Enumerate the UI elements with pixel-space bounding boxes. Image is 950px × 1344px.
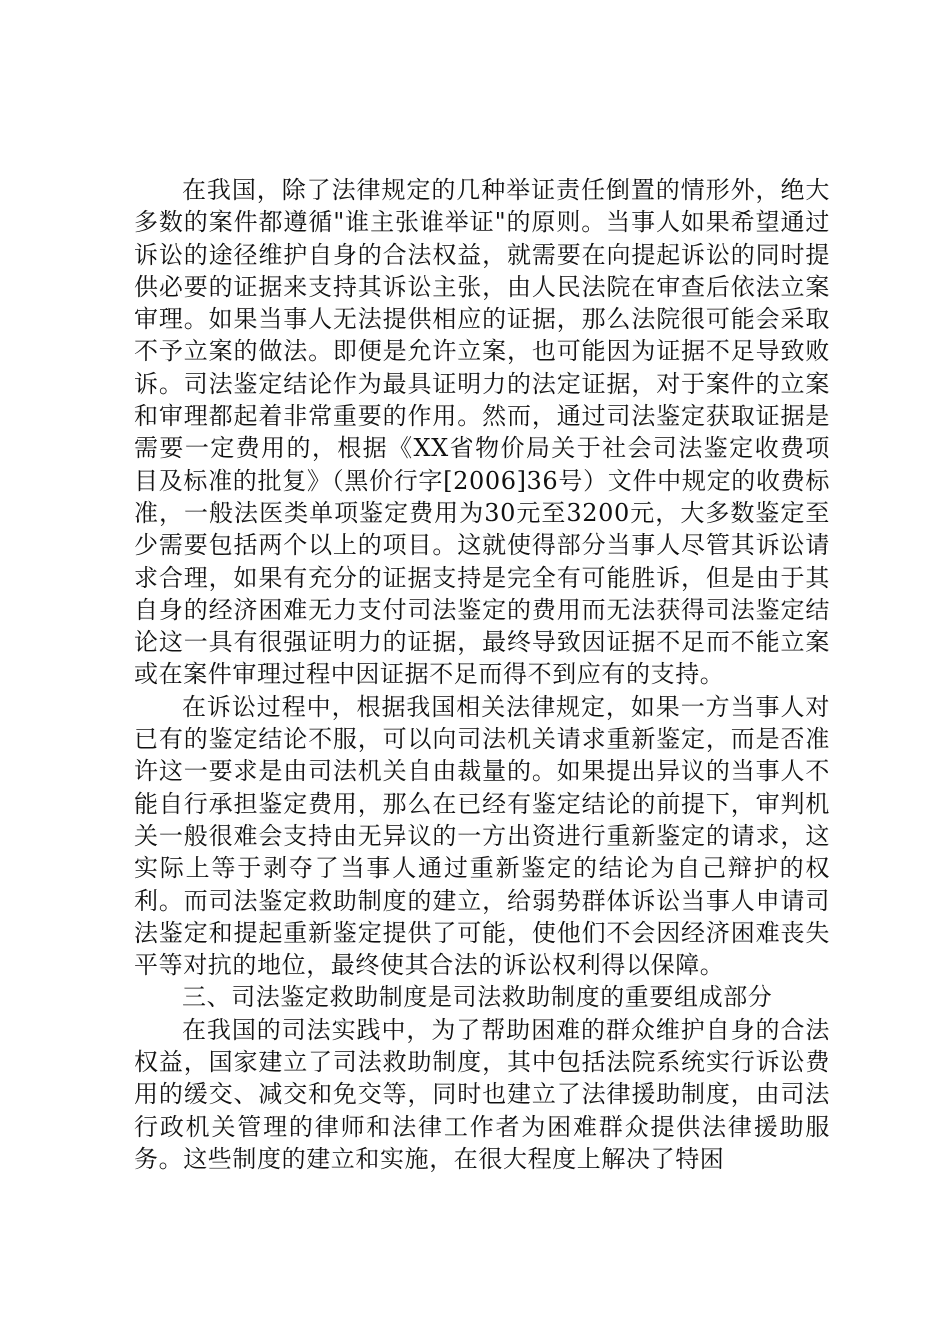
paragraph-re-appraisal: 在诉讼过程中，根据我国相关法律规定，如果一方当事人对已有的鉴定结论不服，可以向司法机关请求重新鉴定，而是否准许这一要求是由司法机关自由裁量的。如果提出异议的当事人不能自行承担鉴定费用，那么在已经有鉴定结论的前提下，审判机关一般很难会支持由无异议的一方出资进行重新鉴定的请求，这实际上等于剥夺了当事人通过重新鉴定的结论为自己辩护的权利。而司法鉴定救助制度的建立，给弱势群体诉讼当事人申请司法鉴定和提起重新鉴定提供了可能，使他们不会因经济困难丧失平等对抗的地位，最终使其合法的诉讼权利得以保障。 [134,692,830,980]
paragraph-burden-of-proof: 在我国，除了法律规定的几种举证责任倒置的情形外，绝大多数的案件都遵循"谁主张谁举证"的原则。当事人如果希望通过诉讼的途径维护自身的合法权益，就需要在向提起诉讼的同时提供必要的证据来支持其诉讼主张，由人民法院在审查后依法立案审理。如果当事人无法提供相应的证据，那么法院很可能会采取不予立案的做法。即便是允许立案，也可能因为证据不足导致败诉。司法鉴定结论作为最具证明力的法定证据，对于案件的立案和审理都起着非常重要的作用。然而，通过司法鉴定获取证据是需要一定费用的，根据《XX省物价局关于社会司法鉴定收费项目及标准的批复》（黑价行字[2006]36号）文件中规定的收费标准，一般法医类单项鉴定费用为30元至3200元，大多数鉴定至少需要包括两个以上的项目。这就使得部分当事人尽管其诉讼请求合理，如果有充分的证据支持是完全有可能胜诉，但是由于其自身的经济困难无力支付司法鉴定的费用而无法获得司法鉴定结论这一具有很强证明力的证据，最终导致因证据不足而不能立案或在案件审理过程中因证据不足而得不到应有的支持。 [134,176,830,689]
document-page [134,174,830,1175]
paragraph-judicial-aid: 在我国的司法实践中，为了帮助困难的群众维护自身的合法权益，国家建立了司法救助制度，其中包括法院系统实行诉讼费用的缓交、减交和免交等，同时也建立了法律援助制度，由司法行政机关管理的律师和法律工作者为困难群众提供法律援助服务。这些制度的建立和实施，在很大程度上解决了特困 [134,1015,830,1173]
section-heading: 三、司法鉴定救助制度是司法救助制度的重要组成部分 [182,983,773,1012]
